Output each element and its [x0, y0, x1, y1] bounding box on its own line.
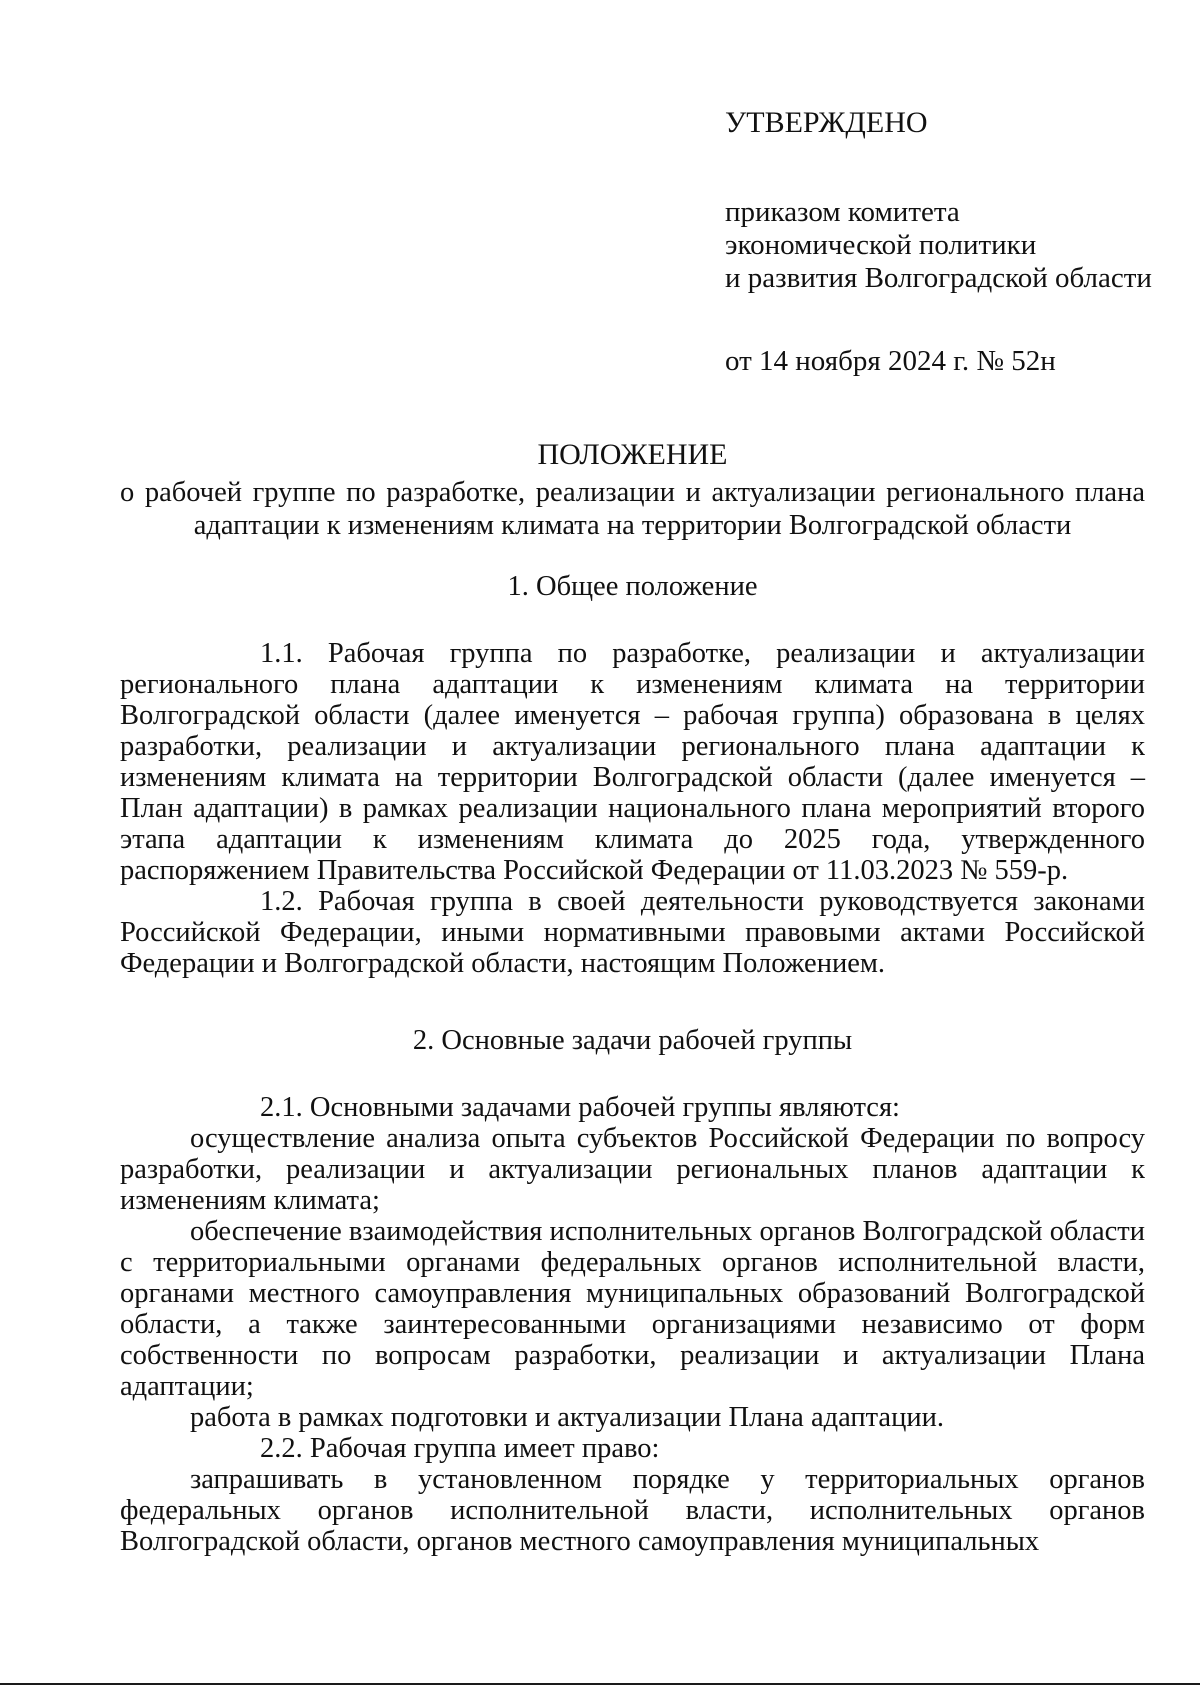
paragraph-number: 2.1. — [260, 1092, 303, 1123]
paragraph-number: 1.2. — [260, 886, 303, 917]
approved-label: УТВЕРЖДЕНО — [725, 106, 928, 139]
list-item: обеспечение взаимодействия исполнительных органов Волгоградской области с территориальными органами федеральных органов исполнительной власти, органами местного самоуправления муниципальных образований Волгоградской области, а также заинтересованными организациями независимо от форм собственности по вопросам разработки, реализации и актуализации Плана адаптации; — [120, 1216, 1145, 1402]
section-1-body — [120, 638, 1145, 979]
section-1-heading: 1. Общее положение — [507, 571, 758, 602]
scan-edge-line — [0, 1683, 1200, 1685]
approval-stamp-block — [725, 108, 1165, 378]
paragraph-text: Рабочая группа в своей деятельности руководствуется законами Российской Федерации, иными нормативными правовыми актами Российской Федерации и Волгоградской области, настоящим Положением. — [120, 886, 1145, 979]
paragraph-text: Рабочая группа по разработке, реализации и актуализации регионального плана адаптации к изменениям климата на территории Волгоградской области (далее именуется – рабочая группа) образована в целях разработки, реализации и актуализации регионального плана адаптации к изменениям климата на территории Волгоградской области (далее именуется – План адаптации) в рамках реализации национального плана мероприятий второго этапа адаптации к изменениям климата до 2025 года, утвержденного распоряжением Правительства Российской Федерации от 11.03.2023 № 559-р. — [120, 638, 1145, 886]
order-line-3: и развития Волгоградской области — [725, 262, 1152, 294]
paragraph-number: 2.2. — [260, 1433, 303, 1464]
paragraph-2-2 — [120, 1433, 1145, 1464]
paragraph-1-2 — [120, 886, 1145, 979]
paragraph-number: 1.1. — [260, 638, 303, 669]
order-line-2: экономической политики — [725, 229, 1037, 261]
paragraph-text: Основными задачами рабочей группы являются: — [309, 1092, 900, 1123]
section-2-body — [120, 1092, 1145, 1557]
document-heading — [120, 440, 1145, 542]
list-item: осуществление анализа опыта субъектов Российской Федерации по вопросу разработки, реализации и актуализации региональных планов адаптации к изменениям климата; — [120, 1123, 1145, 1216]
order-date: от 14 ноября 2024 г. № 52н — [725, 345, 1056, 377]
order-line-1: приказом комитета — [725, 196, 960, 228]
list-item: запрашивать в установленном порядке у территориальных органов федеральных органов исполнительной власти, исполнительных органов Волгоградской области, органов местного самоуправления муниципальных — [120, 1464, 1145, 1557]
list-item: работа в рамках подготовки и актуализации Плана адаптации. — [190, 1402, 944, 1433]
paragraph-2-1 — [120, 1092, 1145, 1123]
section-2-heading: 2. Основные задачи рабочей группы — [412, 1025, 853, 1056]
paragraph-text: Рабочая группа имеет право: — [309, 1433, 660, 1464]
document-subtitle: о рабочей группе по разработке, реализации и актуализации регионального плана адаптации к изменениям климата на территории Волгоградской области — [120, 477, 1145, 541]
paragraph-1-1 — [120, 638, 1145, 886]
document-title: ПОЛОЖЕНИЕ — [537, 438, 728, 471]
